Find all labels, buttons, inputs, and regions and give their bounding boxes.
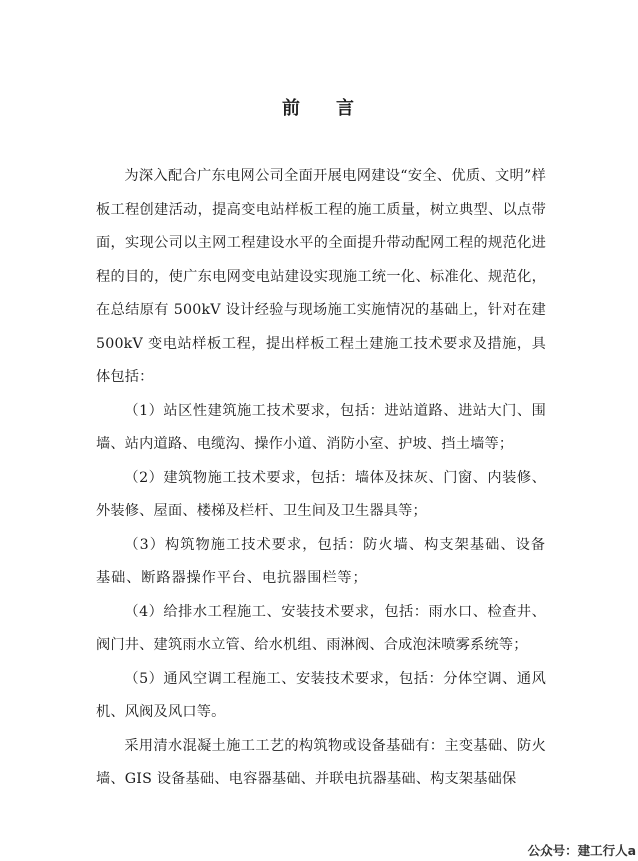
title-char-1: 前 — [282, 98, 302, 119]
item-4-paragraph: （4）给排水工程施工、安装技术要求，包括：雨水口、检查井、阀门井、建筑雨水立管、给水机组、雨淋阀、合成泡沫喷雾系统等； — [96, 603, 546, 653]
page-title — [0, 94, 638, 120]
title-char-2: 言 — [336, 98, 356, 119]
intro-paragraph: 为深入配合广东电网公司全面开展电网建设“安全、优质、文明”样板工程创建活动，提高变电站样板工程的施工质量，树立典型、以点带面，实现公司以主网工程建设水平的全面提升带动配网工程的规范化进程的目的，使广东电网变电站建设实现施工统一化、标准化、规范化，在总结原有 500kV 设计经验与现场施工实施情况的基础上，针对在建 500kV 变电站样板工程，提出样板工程土建施工技术要求及措施，具体包括： — [96, 168, 546, 385]
item-5-paragraph: （5）通风空调工程施工、安装技术要求，包括：分体空调、通风机、风阀及风口等。 — [96, 670, 546, 720]
watermark: 公众号：建工行人a — [527, 843, 636, 858]
document-body — [96, 160, 546, 797]
item-1-paragraph: （1）站区性建筑施工技术要求，包括：进站道路、进站大门、围墙、站内道路、电缆沟、操作小道、消防小室、护坡、挡土墙等； — [96, 402, 546, 452]
item-2-paragraph: （2）建筑物施工技术要求，包括：墙体及抹灰、门窗、内装修、外装修、屋面、楼梯及栏杆、卫生间及卫生器具等； — [96, 469, 546, 519]
item-3-paragraph: （3）构筑物施工技术要求，包括：防火墙、构支架基础、设备基础、断路器操作平台、电抗器围栏等； — [96, 536, 546, 586]
concrete-paragraph: 采用清水混凝土施工工艺的构筑物或设备基础有：主变基础、防火墙、GIS 设备基础、电容器基础、并联电抗器基础、构支架基础保 — [96, 737, 546, 787]
